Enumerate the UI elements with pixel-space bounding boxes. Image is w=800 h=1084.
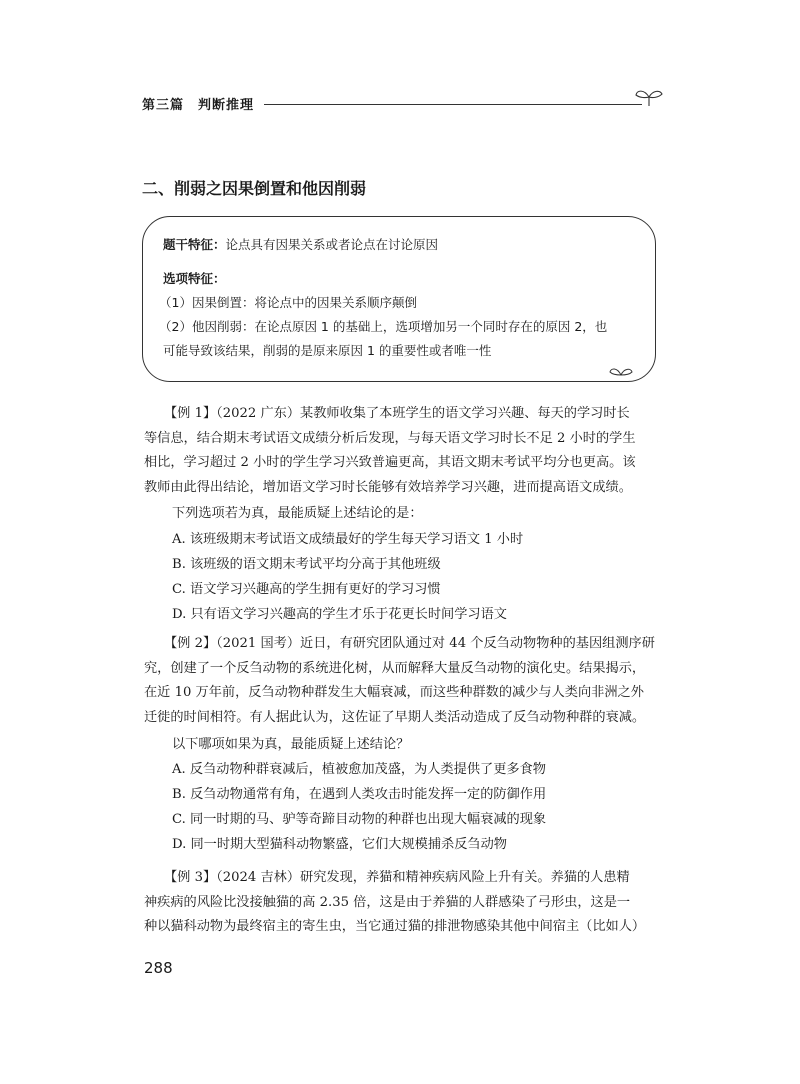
section-title: 二、削弱之因果倒置和他因削弱 (142, 179, 367, 198)
example-2-line: 在近 10 万年前，反刍动物种群发生大幅衰减，而这些种群数的减少与人类向非洲之外 (144, 685, 644, 700)
example-2-option-b: B. 反刍动物通常有角，在遇到人类攻击时能发挥一定的防御作用 (172, 787, 547, 802)
example-2-question: 以下哪项如果为真，最能质疑上述结论？ (172, 737, 410, 752)
stem-feature-line (163, 235, 438, 253)
running-header (142, 92, 662, 116)
example-2-line: 迁徙的时间相符。有人据此认为，这佐证了早期人类活动造成了反刍动物种群的衰减。 (144, 709, 646, 725)
example-2-line: 【例 2】（2021 国考）近日，有研究团队通过对 44 个反刍动物物种的基因组测序研 (164, 636, 655, 651)
example-2-option-c: C. 同一时期的马、驴等奇蹄目动物的种群也出现大幅衰减的现象 (172, 812, 547, 827)
example-2-option-a: A. 反刍动物种群衰减后，植被愈加茂盛，为人类提供了更多食物 (172, 762, 546, 777)
example-3-line: 神疾病的风险比没接触猫的高 2.35 倍，这是由于养猫的人群感染了弓形虫，这是一 (144, 894, 631, 910)
stem-feature-text: 论点具有因果关系或者论点在讨论原因 (225, 237, 439, 252)
page-number: 288 (144, 959, 173, 977)
leaf-icon (609, 365, 633, 377)
example-1-option-a: A. 该班级期末考试语文成绩最好的学生每天学习语文 1 小时 (172, 532, 524, 547)
example-3-line: 【例 3】（2024 吉林）研究发现，养猫和精神疾病风险上升有关。养猫的人患精 (164, 870, 630, 885)
example-2-option-d: D. 同一时期大型猫科动物繁盛，它们大规模捕杀反刍动物 (172, 837, 507, 852)
option-feature-item-1: （1）因果倒置：将论点中的因果关系顺序颠倒 (159, 295, 417, 310)
header-rule (264, 104, 642, 105)
example-3-line: 种以猫科动物为最终宿主的寄生虫，当它通过猫的排泄物感染其他中间宿主（比如人） (144, 919, 646, 934)
example-1-option-b: B. 该班级的语文期末考试平均分高于其他班级 (172, 557, 441, 572)
example-1-question: 下列选项若为真，最能质疑上述结论的是： (172, 506, 423, 521)
example-1-option-c: C. 语文学习兴趣高的学生拥有更好的学习习惯 (172, 582, 441, 597)
option-feature-item-2-cont: 可能导致该结果，削弱的是原来原因 1 的重要性或者唯一性 (163, 343, 492, 358)
example-1-option-d: D. 只有语文学习兴趣高的学生才乐于花更长时间学习语文 (172, 607, 507, 622)
option-feature-item-2: （2）他因削弱：在论点原因 1 的基础上，选项增加另一个同时存在的原因 2，也 (159, 319, 608, 334)
example-1-line: 相比，学习超过 2 小时的学生学习兴致普遍更高，其语文期末考试平均分也更高。该 (144, 455, 636, 470)
sprout-icon (634, 86, 664, 108)
example-3-stem (144, 866, 656, 940)
example-2-line: 究，创建了一个反刍动物的系统进化树，从而解释大量反刍动物的演化史。结果揭示， (144, 660, 646, 676)
example-1-line: 教师由此得出结论，增加语文学习时长能够有效培养学习兴趣，进而提高语文成绩。 (144, 479, 632, 495)
example-2-stem (144, 632, 656, 730)
feature-box (142, 216, 656, 382)
example-1-line: 等信息，结合期末考试语文成绩分析后发现，与每天语文学习时长不足 2 小时的学生 (144, 430, 636, 446)
option-feature-label: 选项特征： (163, 271, 226, 286)
example-1-stem (144, 402, 656, 500)
example-1-line: 【例 1】（2022 广东）某教师收集了本班学生的语文学习兴趣、每天的学习时长 (164, 406, 630, 421)
stem-feature-label: 题干特征： (163, 237, 226, 252)
header-title: 第三篇 判断推理 (142, 98, 255, 113)
